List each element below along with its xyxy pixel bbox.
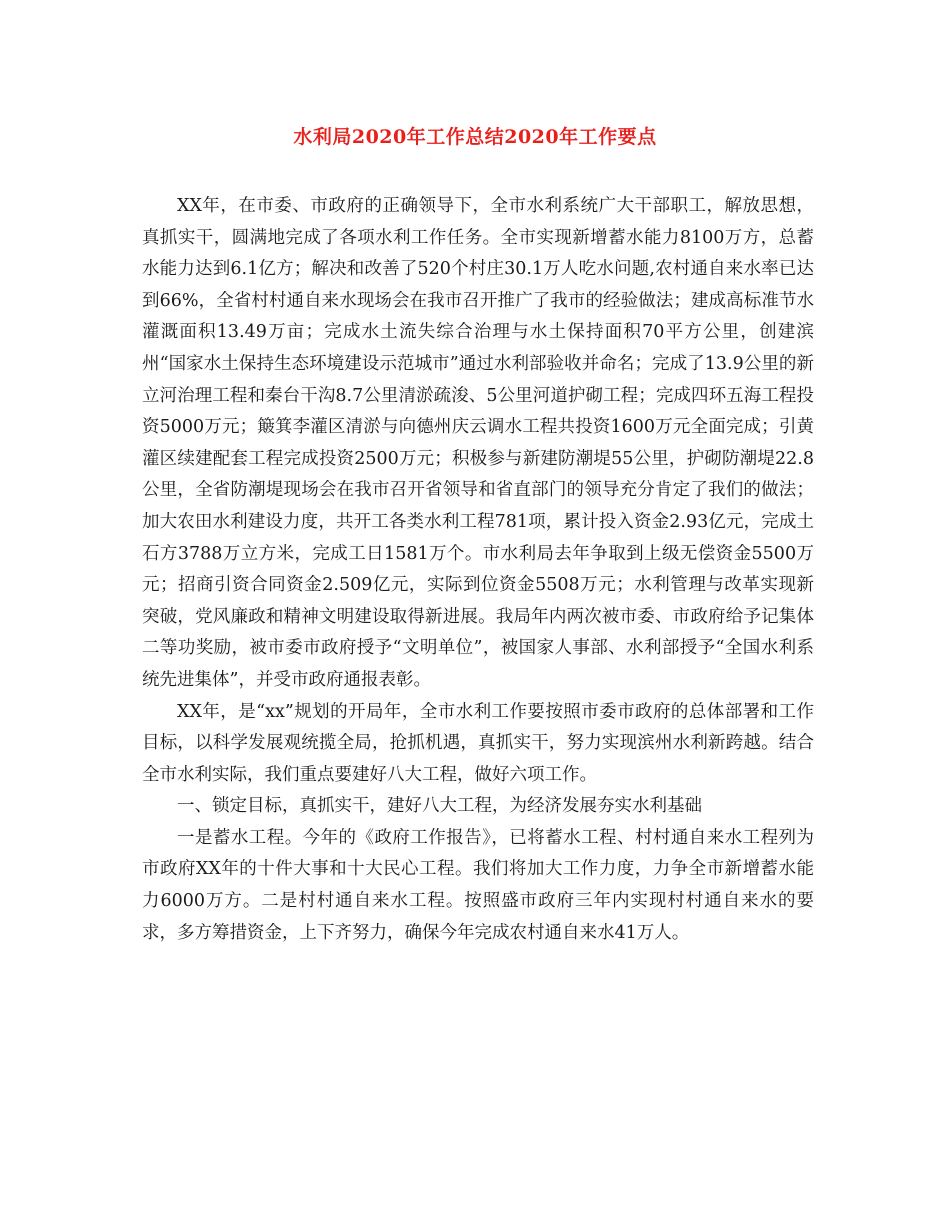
document-body xyxy=(142,191,814,949)
document-title: 水利局2020年工作总结2020年工作要点 xyxy=(293,126,657,148)
paragraph-projects: 一是蓄水工程。今年的《政府工作报告》，已将蓄水工程、村村通自来水工程列为市政府XX年的十件大事和十大民心工程。我们将加大工作力度，力争全市新增蓄水能力6000万方。二是村村通自来水工程。按照盛市政府三年内实现村村通自来水的要求，多方筹措资金，上下齐努力，确保今年完成农村通自来水41万人。 xyxy=(142,827,814,943)
paragraph-plan: XX年，是“xx”规划的开局年，全市水利工作要按照市委市政府的总体部署和工作目标，以科学发展观统揽全局，抢抓机遇，真抓实干，努力实现滨州水利新跨越。结合全市水利实际，我们重点要建好八大工程，做好六项工作。 xyxy=(142,701,814,785)
section-heading: 一、锁定目标，真抓实干，建好八大工程，为经济发展夯实水利基础 xyxy=(177,796,702,817)
paragraph-summary: XX年，在市委、市政府的正确领导下，全市水利系统广大干部职工，解放思想，真抓实干，圆满地完成了各项水利工作任务。全市实现新增蓄水能力8100万方，总蓄水能力达到6.1亿方；解决和改善了520个村庄30.1万人吃水问题,农村通自来水率已达到66%，全省村村通自来水现场会在我市召开推广了我市的经验做法；建成高标准节水灌溉面积13.49万亩；完成水土流失综合治理与水土保持面积70平方公里，创建滨州“国家水土保持生态环境建设示范城市”通过水利部验收并命名；完成了13.9公里的新立河治理工程和秦台干沟8.7公里清淤疏浚、5公里河道护砌工程；完成四环五海工程投资5000万元；簸箕李灌区清淤与向德州庆云调水工程共投资1600万元全面完成；引黄灌区续建配套工程完成投资2500万元；积极参与新建防潮堤55公里，护砌防潮堤22.8公里，全省防潮堤现场会在我市召开省领导和省直部门的领导充分肯定了我们的做法；加大农田水利建设力度，共开工各类水利工程781项，累计投入资金2.93亿元，完成土石方3788万立方米，完成工日1581万个。市水利局去年争取到上级无偿资金5500万元；招商引资合同资金2.509亿元，实际到位资金5508万元；水利管理与改革实现新突破，党风廉政和精神文明建设取得新进展。我局年内两次被市委、市政府给予记集体二等功奖励，被市委市政府授予“文明单位”，被国家人事部、水利部授予“全国水利系统先进集体”，并受市政府通报表彰。 xyxy=(142,196,814,690)
